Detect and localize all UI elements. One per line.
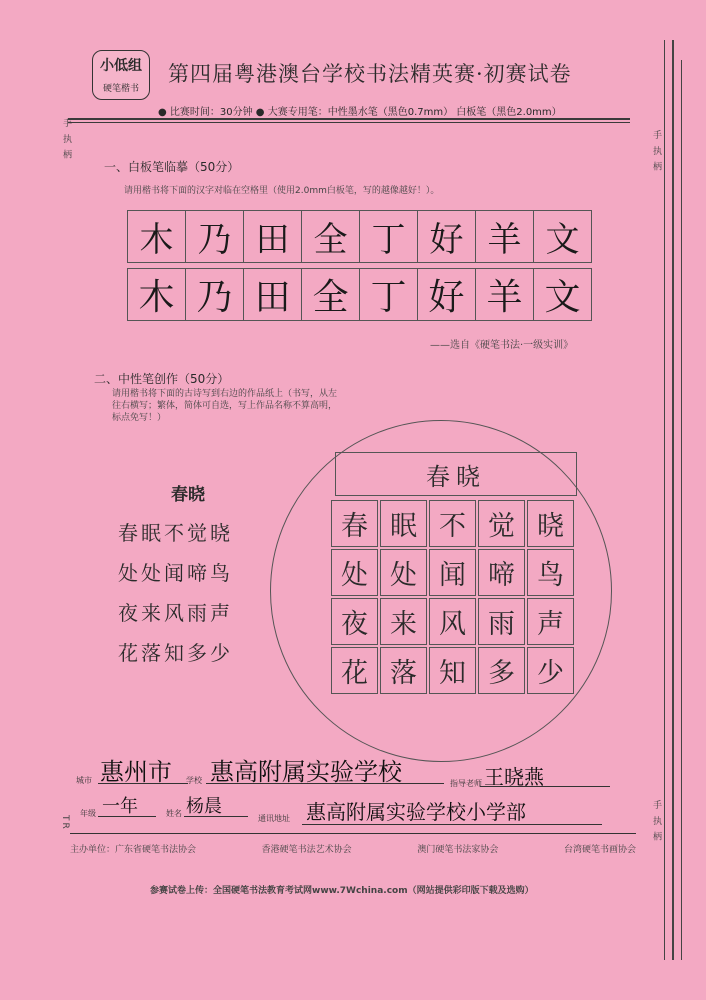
copy-char: 全 [301, 268, 360, 321]
organizers [70, 842, 636, 855]
model-char: 全 [301, 210, 360, 263]
organizer: 香港硬笔书法艺术协会 [261, 845, 352, 855]
work-cell: 不 [429, 500, 476, 547]
work-cell: 眠 [380, 500, 427, 547]
model-char: 乃 [185, 210, 244, 263]
organizer: 台湾硬笔书画协会 [563, 845, 636, 855]
city-label: 城市 [76, 776, 92, 785]
copy-char: 文 [533, 268, 592, 321]
copy-char: 丁 [359, 268, 418, 321]
model-char-row [128, 210, 592, 263]
copy-char: 羊 [475, 268, 534, 321]
address-label: 通讯地址 [258, 814, 290, 823]
model-char: 丁 [359, 210, 418, 263]
right-margin-note: 手 执 柄 [651, 130, 661, 173]
left-margin-mark: TR [60, 815, 70, 831]
work-cell: 声 [527, 598, 574, 645]
model-char: 文 [533, 210, 592, 263]
address-field[interactable]: 惠高附属实验学校小学部 [306, 800, 526, 824]
work-cell: 夜 [331, 598, 378, 645]
group-badge [92, 50, 150, 100]
work-cell: 春 [331, 500, 378, 547]
grade-underline [98, 816, 156, 817]
name-label: 姓名 [166, 809, 182, 818]
section1-heading: 一、白板笔临摹（50分） [104, 160, 240, 174]
copy-char-row [128, 268, 592, 321]
paper-title: 第四届粤港澳台学校书法精英赛·初赛试卷 [168, 62, 572, 86]
address-underline [302, 824, 602, 825]
badge-group: 小低组 [100, 58, 142, 74]
model-char: 木 [127, 210, 186, 263]
work-cell: 多 [478, 647, 525, 694]
grade-label: 年级 [80, 809, 96, 818]
right-margin-note-bottom: 手 执 柄 [651, 800, 661, 843]
badge-style: 硬笔楷书 [102, 84, 139, 94]
name-underline [184, 816, 248, 817]
model-char: 田 [243, 210, 302, 263]
upload-note: 参赛试卷上传：全国硬笔书法教育考试网www.7Wchina.com（网站提供彩印版下载及选购） [150, 886, 534, 896]
city-field[interactable]: 惠州市 [100, 758, 172, 786]
poem-line: 处处闻啼鸟 [118, 561, 233, 585]
section2-heading: 二、中性笔创作（50分） [94, 372, 230, 386]
work-cell: 晓 [527, 500, 574, 547]
model-char: 羊 [475, 210, 534, 263]
teacher-label: 指导老师 [450, 779, 482, 788]
work-cell: 花 [331, 647, 378, 694]
teacher-field[interactable]: 王晓燕 [484, 765, 544, 789]
city-underline [98, 783, 188, 784]
binding-line [664, 40, 665, 960]
exam-info: ● 比赛时间：30分钟 ● 大赛专用笔：中性墨水笔（黑色0.7mm） 白板笔（黑色2.0mm） [158, 107, 562, 118]
work-cell: 觉 [478, 500, 525, 547]
teacher-underline [480, 786, 610, 787]
work-cell: 鸟 [527, 549, 574, 596]
footer-rule [70, 833, 636, 834]
work-title-box: 春晓 [335, 452, 577, 496]
school-underline [206, 783, 444, 784]
copy-char: 乃 [185, 268, 244, 321]
header-rule-thin [68, 122, 630, 123]
school-label: 学校 [186, 776, 202, 785]
work-cell: 来 [380, 598, 427, 645]
work-cell: 雨 [478, 598, 525, 645]
grade-field[interactable]: 一年 [102, 796, 138, 817]
work-grid [331, 500, 574, 694]
poem-reference [118, 480, 258, 673]
left-margin-note: 手 执 柄 [61, 118, 71, 161]
source-note: ——选自《硬笔书法·一级实训》 [430, 340, 574, 351]
work-cell: 少 [527, 647, 574, 694]
poem-line: 夜来风雨声 [118, 601, 233, 625]
work-cell: 风 [429, 598, 476, 645]
header-rule [68, 118, 630, 120]
poem-line: 春眠不觉晓 [118, 521, 233, 545]
binding-line [672, 40, 674, 960]
copy-char: 木 [127, 268, 186, 321]
poem-line: 花落知多少 [118, 641, 233, 665]
name-field[interactable]: 杨晨 [186, 796, 222, 817]
binding-line [681, 60, 682, 960]
work-cell: 处 [380, 549, 427, 596]
organizer: 主办单位：广东省硬笔书法协会 [70, 845, 197, 855]
copy-char: 好 [417, 268, 476, 321]
copy-char: 田 [243, 268, 302, 321]
poem-title: 春晓 [171, 485, 205, 505]
work-cell: 处 [331, 549, 378, 596]
work-cell: 闻 [429, 549, 476, 596]
model-char: 好 [417, 210, 476, 263]
work-cell: 知 [429, 647, 476, 694]
section2-instruction: 请用楷书将下面的古诗写到右边的作品纸上（书写，从左往右横写；繁体，简体可自选，写上作品名称不算高明，标点免写！） [112, 389, 338, 423]
work-cell: 啼 [478, 549, 525, 596]
school-field[interactable]: 惠高附属实验学校 [210, 758, 402, 786]
section1-instruction: 请用楷书将下面的汉字对临在空格里（使用2.0mm白板笔，写的越像越好！）。 [124, 186, 440, 196]
organizer: 澳门硬笔书法家协会 [417, 845, 499, 855]
work-cell: 落 [380, 647, 427, 694]
